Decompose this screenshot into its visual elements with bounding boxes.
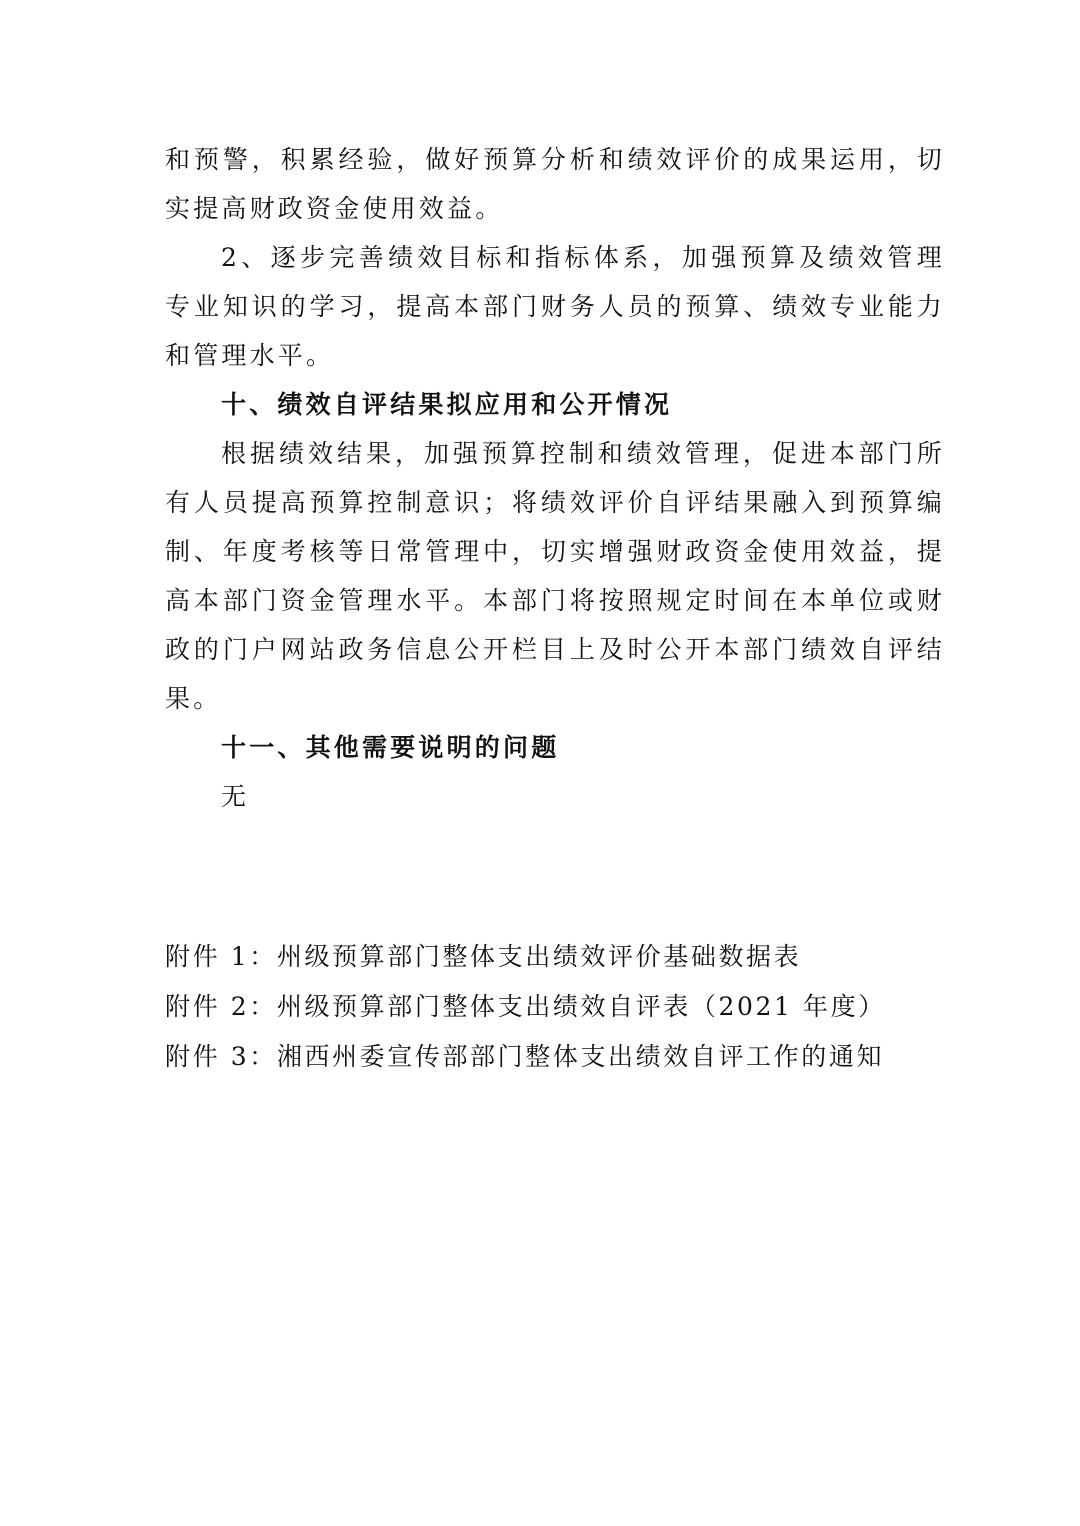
- document-body: [165, 135, 945, 821]
- paragraph-section-10-body: 根据绩效结果，加强预算控制和绩效管理，促进本部门所有人员提高预算控制意识；将绩效评价自评结果融入到预算编制、年度考核等日常管理中，切实增强财政资金使用效益，提高本部门资金管理水平。本部门将按照规定时间在本单位或财政的门户网站政务信息公开栏目上及时公开本部门绩效自评结果。: [165, 439, 945, 713]
- paragraph-section-11-body: 无: [221, 782, 250, 811]
- section-heading-11: 十一、其他需要说明的问题: [221, 733, 560, 762]
- attachment-item-3: 附件 3：湘西州委宣传部部门整体支出绩效自评工作的通知: [165, 1042, 885, 1071]
- attachment-item-1: 附件 1：州级预算部门整体支出绩效评价基础数据表: [165, 942, 802, 971]
- paragraph-continuation: 和预警，积累经验，做好预算分析和绩效评价的成果运用，切实提高财政资金使用效益。: [165, 145, 945, 223]
- paragraph-item-2: 2、逐步完善绩效目标和指标体系，加强预算及绩效管理专业知识的学习，提高本部门财务人员的预算、绩效专业能力和管理水平。: [165, 243, 945, 370]
- attachment-item-2: 附件 2：州级预算部门整体支出绩效自评表（2021 年度）: [165, 992, 886, 1021]
- attachment-list: [165, 932, 965, 1082]
- section-heading-10: 十、绩效自评结果拟应用和公开情况: [221, 390, 673, 419]
